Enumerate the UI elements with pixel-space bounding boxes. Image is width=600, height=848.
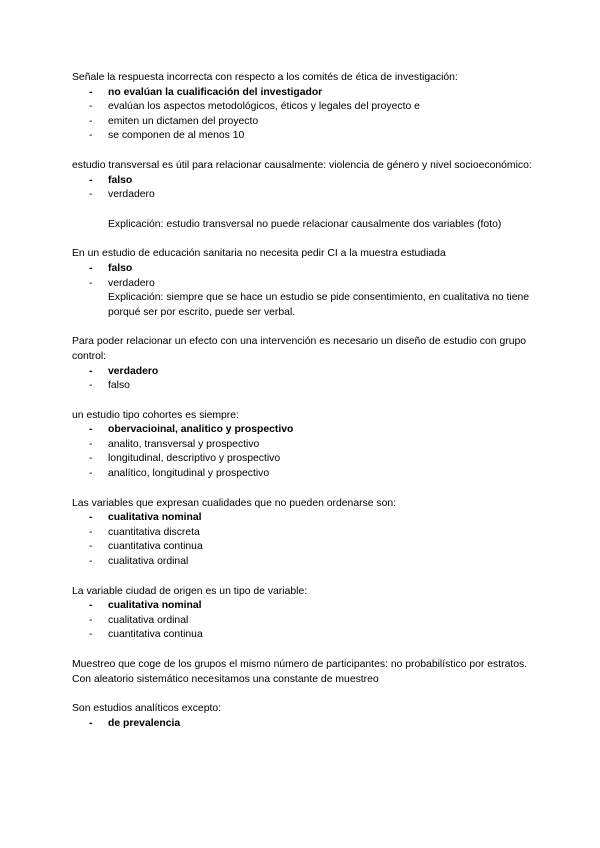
answer-option: - verdadero [72,277,532,292]
answer-option-correct: - cualitativa nominal [72,599,532,614]
question-block [72,71,532,144]
answer-list [72,599,532,643]
question-block [72,658,532,687]
question-block [72,585,532,643]
answer-option-correct: - obervacioinal, analitico y prospectivo [72,423,532,438]
question-prompt: un estudio tipo cohortes es siempre: [72,409,239,421]
question-prompt: Las variables que expresan cualidades que no pueden ordenarse son: [72,497,397,509]
note: Con aleatorio sistemático necesitamos una constante de muestreo [72,673,379,685]
answer-list [72,511,532,569]
document-content [72,71,532,731]
answer-option: - cuantitativa continua [72,628,532,643]
question-block [72,497,532,570]
question-block [72,247,532,320]
answer-option-correct: - de prevalencia [72,717,532,732]
question-block [72,159,532,232]
answer-list [72,423,532,481]
answer-option-correct: - verdadero [72,365,532,380]
answer-option: - cualitativa ordinal [72,555,532,570]
question-prompt: Señale la respuesta incorrecta con respecto a los comités de ética de investigación: [72,72,458,83]
answer-option: - cuantitativa discreta [72,526,532,541]
answer-option-correct: - no evalúan la cualificación del investigador [72,86,532,101]
answer-option: - verdadero [72,188,532,203]
answer-option: - falso [72,379,532,394]
question-prompt: En un estudio de educación sanitaria no necesita pedir CI a la muestra estudiada [72,248,446,260]
question-prompt: Para poder relacionar un efecto con una intervención es necesario un diseño de estudio con grupo control: [72,336,527,362]
answer-list [72,717,532,732]
explanation: Explicación: siempre que se hace un estudio se pide consentimiento, en cualitativa no tiene porqué ser por escrito, puede ser verbal. [108,292,530,318]
answer-option: - longitudinal, descriptivo y prospectivo [72,452,532,467]
question-prompt: Son estudios analíticos excepto: [72,703,222,715]
question-block [72,335,532,393]
answer-option: - analítico, longitudinal y prospectivo [72,467,532,482]
question-prompt: estudio transversal es útil para relacionar causalmente: violencia de género y nivel socioeconómico: [72,159,532,171]
question-block [72,702,532,731]
question-prompt: Muestreo que coge de los grupos el mismo número de participantes: no probabilístico por estratos. [72,659,528,670]
answer-option: - cualitativa ordinal [72,614,532,629]
answer-list [72,365,532,394]
answer-list [72,174,532,203]
explanation: Explicación: estudio transversal no puede relacionar causalmente dos variables (foto) [108,218,502,230]
answer-option: - evalúan los aspectos metodológicos, éticos y legales del proyecto e [72,100,532,115]
answer-option-correct: - falso [72,262,532,277]
answer-option: - cuantitativa continua [72,540,532,555]
question-prompt: La variable ciudad de origen es un tipo de variable: [72,585,308,597]
answer-list [72,262,532,291]
question-block [72,409,532,482]
answer-option-correct: - falso [72,174,532,189]
answer-list [72,86,532,144]
answer-option: - analito, transversal y prospectivo [72,438,532,453]
answer-option: - emiten un dictamen del proyecto [72,115,532,130]
answer-option: - se componen de al menos 10 [72,129,532,144]
answer-option-correct: - cualitativa nominal [72,511,532,526]
